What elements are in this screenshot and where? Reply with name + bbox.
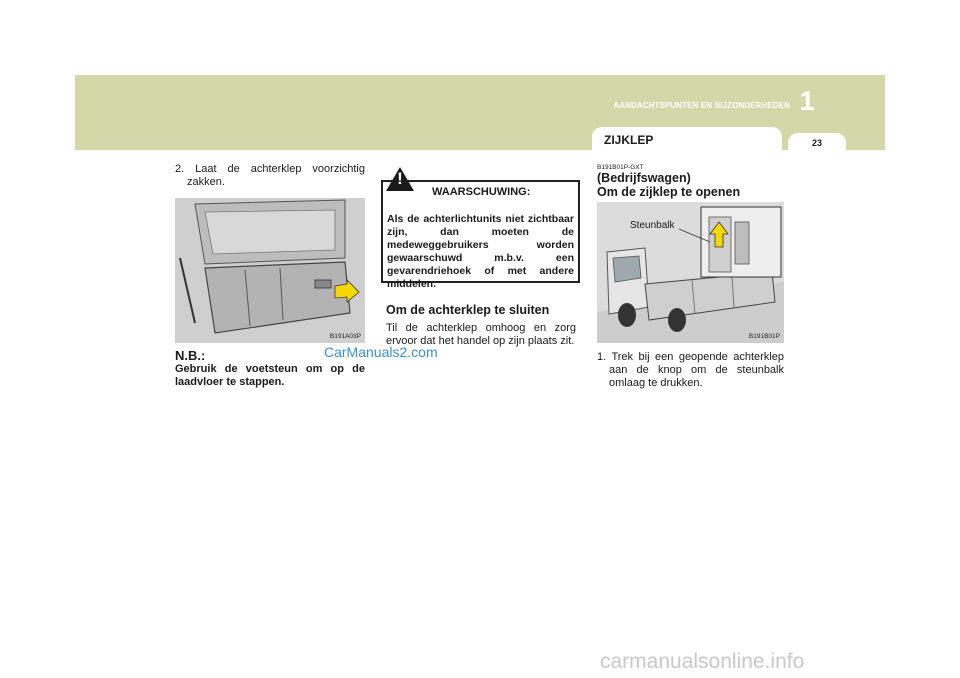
- warning-body: Als de achterlichtunits niet zichtbaar zijn, dan moeten de medeweggebruikers worden gewaarschuwd m.b.v. een gevarendriehoek of met andere middelen.: [387, 213, 574, 290]
- tailgate-illustration: [175, 198, 365, 343]
- section-tab: [592, 127, 782, 150]
- closing-heading: Om de achterklep te sluiten: [386, 303, 550, 317]
- step-1-text: 1. Trek bij een geopende achterklep aan de knop om de steunbalk omlaag te drukken.: [597, 351, 784, 389]
- heading: Om de zijklep te openen: [597, 185, 741, 199]
- step-2-text: 2. Laat de achterklep voorzichtig zakken.: [175, 163, 365, 188]
- section-tab-label: ZIJKLEP: [604, 133, 654, 147]
- chapter-number: 1: [799, 86, 815, 116]
- truck-illustration: [597, 202, 784, 343]
- closing-text: Til de achterklep omhoog en zorg ervoor dat het handel op zijn plaats zit.: [386, 322, 576, 347]
- page-number-tab: [788, 133, 846, 150]
- section-title: AANDACHTSPUNTEN EN BIJZONDERHEDEN: [613, 101, 790, 110]
- photo-code: B191B01P: [748, 333, 780, 340]
- side-panel-photo: [597, 202, 784, 343]
- callout-label: Steunbalk: [630, 220, 675, 231]
- tailgate-photo: [175, 198, 365, 343]
- footer-watermark[interactable]: carmanualsonline.info: [600, 650, 805, 673]
- watermark[interactable]: CarManuals2.com: [324, 344, 438, 360]
- subheading: (Bedrijfswagen): [597, 171, 691, 185]
- note-text: Gebruik de voetsteun om op de laadvloer te stappen.: [175, 363, 365, 388]
- note-heading: N.B.:: [175, 348, 206, 363]
- warning-exclamation: !: [397, 169, 403, 188]
- warning-title: WAARSCHUWING:: [432, 186, 531, 198]
- page-number: 23: [811, 138, 822, 148]
- photo-code: B191A03P: [329, 333, 361, 340]
- section-code: B191B01P-GXT: [597, 164, 644, 171]
